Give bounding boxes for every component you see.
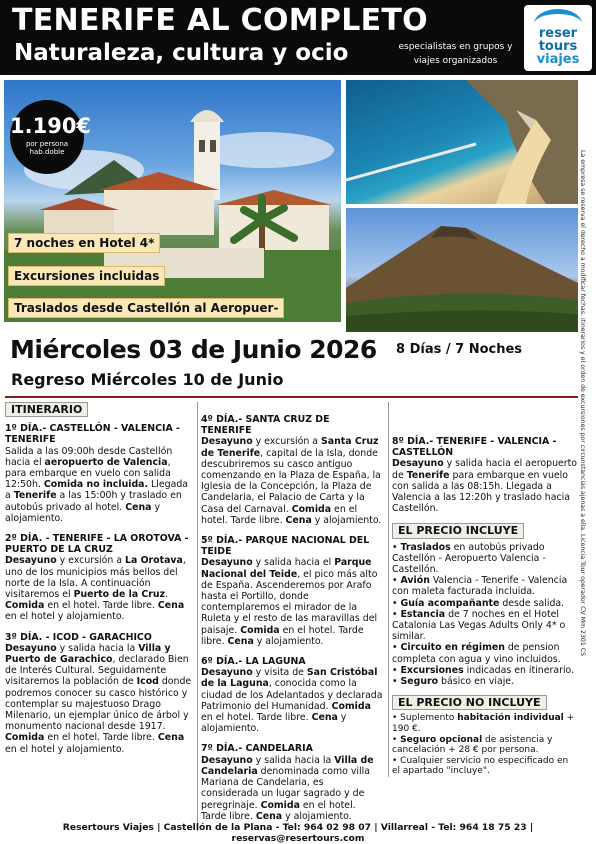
- day-3-text: en el hotel y alojamiento.: [5, 743, 125, 755]
- day-4-text: y excursión a: [252, 436, 321, 448]
- day-3-text: , declarado Bien de Interés Cultural. Seguidamente visitaremos la población de: [5, 654, 189, 688]
- include-text: de 7 noches en el Hotel Catalonia Las Vegas Adults Only 4* o similar.: [392, 608, 566, 643]
- include-text: en autobús privado Castellón - Aeropuerto Valencia - Castellón.: [392, 541, 546, 576]
- day-7-bold: Cena: [255, 810, 283, 822]
- section-divider: [5, 396, 578, 398]
- itinerary-column-2: [197, 402, 383, 831]
- day-4-bold: Desayuno: [201, 436, 253, 448]
- day-1-bold: Cena: [125, 501, 152, 513]
- include-bold: Excursiones: [400, 664, 464, 676]
- day-6: [201, 656, 383, 734]
- day-5: [201, 535, 383, 647]
- day-5-bold: Comida: [240, 624, 280, 636]
- day-4-text: , capital de la Isla, donde descubriremos su casco antiguo comenzando en la Plaza de España, la Iglesia de la Concepción, la Plaza de Candelaria, el Palacio de Carta y la Casa del Carnaval.: [201, 447, 381, 515]
- highlight-hotel: 7 noches en Hotel 4*: [8, 233, 160, 253]
- price-note: por persona hab.doble: [25, 140, 69, 156]
- day-2-bold: Desayuno: [5, 555, 57, 567]
- list-item: • Cualquier servicio no especificado en el apartado "incluye".: [392, 755, 569, 777]
- day-6-text: y alojamiento.: [201, 712, 347, 735]
- day-6-text: , conocida como la ciudad de los Adelantados y declarada Patrimonio del Humanidad.: [201, 678, 383, 712]
- day-4-text: y alojamiento.: [311, 514, 382, 526]
- day-5-bold: Cena: [227, 635, 254, 647]
- day-2-text: y excursión a: [56, 555, 125, 567]
- itinerary-column-3: [388, 402, 578, 777]
- day-3-text: y salida hacia la: [56, 642, 139, 654]
- day-3-bold: Icod: [136, 676, 159, 688]
- specialists-tagline: especialistas en grupos y viajes organizados: [398, 42, 513, 66]
- photo-las-teresitas-beach: [346, 80, 578, 204]
- trip-duration: 8 Días / 7 Noches: [396, 342, 523, 357]
- day-5-bold: Desayuno: [201, 557, 253, 569]
- day-2-bold: Puerto de la Cruz: [73, 589, 166, 601]
- footer-contact: Resertours Viajes | Castellón de la Plana - Tel: 964 02 98 07 | Villarreal - Tel: 964 18 75 23 | reservas@resertours.com: [62, 822, 534, 844]
- day-7-bold: Desayuno: [201, 754, 253, 766]
- day-2-text: , uno de los municipios más bellos del norte de la Isla. A continuación visitaremos el: [5, 555, 186, 601]
- itinerary-column-1: [5, 402, 192, 764]
- not-include-bold: habitación individual: [457, 713, 564, 724]
- day-1: [5, 423, 192, 524]
- day-3-bold: Comida: [5, 732, 45, 744]
- day-7-title: 7º DÍA.- CANDELARIA: [201, 743, 313, 755]
- day-7-bold: Comida: [260, 799, 300, 811]
- day-2-bold: La Orotava: [125, 555, 183, 567]
- day-8: [392, 436, 578, 514]
- not-include-text: Cualquier servicio no especificado en el apartado "incluye".: [392, 755, 569, 777]
- logo-word-1: reser: [538, 26, 578, 41]
- include-bold: Seguro: [400, 676, 439, 688]
- include-bold: Circuito en régimen: [400, 642, 505, 654]
- page-subtitle: Naturaleza, cultura y ocio: [14, 40, 349, 66]
- not-includes-heading: EL PRECIO NO INCLUYE: [392, 695, 547, 710]
- day-5-text: en el hotel. Tarde libre.: [201, 624, 364, 647]
- day-5-text: , el pico más alto de España. Ascenderemos por Arafo hasta el Portillo, donde contemplaremos el mirador de la Ruleta y el resto de las maravillas del paisaje.: [201, 568, 378, 636]
- not-includes-list: [392, 713, 578, 777]
- not-include-bold: Seguro opcional: [400, 734, 483, 745]
- day-5-text: y alojamiento.: [253, 635, 324, 647]
- photo-teide-volcano: [346, 208, 578, 332]
- list-item: • Circuito en régimen de pension completa con agua y vino incluidos.: [392, 642, 561, 665]
- not-include-text: Suplemento: [400, 713, 458, 724]
- includes-heading: EL PRECIO INCLUYE: [392, 523, 524, 538]
- day-2-title: 2º DÍA. - TENERIFE - LA OROTOVA - PUERTO DE LA CRUZ: [5, 533, 189, 556]
- day-4-bold: Cena: [285, 514, 312, 526]
- day-3: [5, 632, 192, 755]
- include-text: indicadas en itinerario.: [463, 664, 575, 676]
- day-6-bold: San Cristóbal de la Laguna: [201, 667, 378, 690]
- list-item: • Seguro opcional de asistencia y cancelación + 28 € por persona.: [392, 734, 553, 756]
- day-1-text: Salida a las 09:00h desde Castellón hacia el: [5, 445, 173, 468]
- list-item: • Traslados en autobús privado Castellón - Aeropuerto Valencia - Castellón.: [392, 541, 546, 576]
- day-1-title: 1º DÍA.- CASTELLÓN - VALENCIA - TENERIFE: [5, 423, 180, 446]
- include-bold: Avión: [400, 575, 430, 587]
- day-1-text: , para embarque en vuelo con salida 12:50h.: [5, 456, 171, 491]
- day-7-text: y salida hacia la: [252, 754, 335, 766]
- include-bold: Guía acompañante: [400, 597, 500, 609]
- highlight-transfers: Traslados desde Castellón al Aeropuer-: [8, 298, 284, 318]
- include-text: desde salida.: [499, 597, 565, 609]
- page-title: TENERIFE AL COMPLETO: [12, 3, 428, 38]
- day-4: [201, 414, 383, 526]
- not-include-text: + 190 €.: [392, 713, 575, 735]
- day-8-text: para embarque en vuelo con salida a las 08:15h. Llegada a Valencia a las 12:20h y traslado hacia Castellón.: [392, 469, 571, 515]
- not-include-text: de asistencia y cancelación + 28 € por persona.: [392, 734, 553, 756]
- highlight-excursions: Excursiones incluidas: [8, 266, 165, 286]
- return-date: Regreso Miércoles 10 de Junio: [11, 370, 284, 389]
- day-8-bold: Tenerife: [406, 469, 450, 481]
- day-3-bold: Villa y Puerto de Garachico: [5, 642, 171, 666]
- include-bold: Estancia: [400, 608, 446, 620]
- day-1-text: y alojamiento.: [5, 501, 161, 524]
- day-7-text: en el hotel. Tarde libre.: [201, 799, 356, 822]
- include-text: de pension completa con agua y vino incluidos.: [392, 642, 561, 665]
- day-3-text: en el hotel. Tarde libre.: [44, 732, 158, 744]
- day-2-bold: Comida: [5, 600, 45, 612]
- day-7-bold: Villa de Candelaria: [201, 754, 374, 777]
- list-item: • Avión Valencia - Tenerife - Valencia con maleta facturada incluida.: [392, 575, 568, 598]
- legal-side-text: La empresa se reserva el derecho a modificar fechas, itinerarios y el orden de excursiones por circunstancias ajenas a ella. Licencia Tour operador CV Mm 2301 CS: [579, 150, 586, 656]
- day-5-bold: Parque Nacional del Teide: [201, 557, 372, 580]
- day-4-bold: Comida: [291, 503, 332, 515]
- day-3-title: 3º DÍA. - ICOD - GARACHICO: [5, 631, 152, 643]
- legal-side-note: [579, 150, 593, 690]
- day-1-text: Llegada a: [5, 479, 189, 502]
- list-item: • Suplemento habitación individual + 190 €.: [392, 713, 575, 735]
- include-bold: Traslados: [400, 541, 451, 553]
- itinerary-heading: ITINERARIO: [5, 402, 88, 417]
- day-6-bold: Desayuno: [201, 667, 253, 679]
- day-6-text: y visita de: [252, 667, 307, 679]
- day-8-text: y salida hacia el aeropuerto de: [392, 458, 578, 481]
- list-item: • Estancia de 7 noches en el Hotel Catalonia Las Vegas Adults Only 4* o similar.: [392, 608, 566, 643]
- day-4-text: en el hotel. Tarde libre.: [201, 503, 358, 526]
- day-1-text: a las 15:00h y traslado en autobús privado al hotel.: [5, 490, 182, 513]
- day-2-text: en el hotel. Tarde libre.: [44, 600, 158, 612]
- day-6-bold: Comida: [331, 700, 371, 712]
- day-3-bold: Desayuno: [5, 642, 57, 654]
- resertours-logo: [524, 5, 592, 71]
- day-7-text: y alojamiento.: [282, 810, 352, 822]
- day-7-text: denominada como villa Mariana de Candelaria, es considerada un lugar sagrado y de peregrinaje.: [201, 765, 370, 811]
- logo-word-2: tours: [538, 39, 578, 54]
- price-badge: [10, 100, 92, 174]
- day-2: [5, 533, 192, 623]
- day-2-bold: Cena: [157, 600, 185, 612]
- day-6-bold: Cena: [311, 712, 338, 724]
- day-2-text: en el hotel y alojamiento.: [5, 611, 125, 623]
- day-4-title: 4º DÍA.- SANTA CRUZ DE TENERIFE: [201, 414, 330, 437]
- departure-date: Miércoles 03 de Junio 2026: [10, 335, 377, 364]
- header-bar: [0, 0, 596, 75]
- list-item: • Seguro básico en viaje.: [392, 676, 515, 688]
- list-item: • Excursiones indicadas en itinerario.: [392, 664, 575, 676]
- day-7: [201, 743, 383, 821]
- day-2-text: .: [165, 589, 169, 601]
- price-amount: 1.190€: [10, 114, 92, 138]
- day-5-title: 5º DÍA.- PARQUE NACIONAL DEL TEIDE: [201, 535, 370, 558]
- day-8-title: 8º DÍA.- TENERIFE - VALENCIA - CASTELLÓN: [392, 436, 557, 459]
- day-1-bold: Tenerife: [13, 490, 57, 502]
- day-5-text: y salida hacia el: [252, 557, 335, 569]
- day-4-bold: Santa Cruz de Tenerife: [201, 436, 379, 459]
- list-item: • Guía acompañante desde salida.: [392, 597, 565, 609]
- day-3-bold: Cena: [157, 732, 185, 744]
- day-1-bold: Comida no incluida.: [43, 479, 149, 491]
- day-6-title: 6º DÍA.- LA LAGUNA: [201, 656, 306, 668]
- day-3-text: donde podremos conocer su casco histórico y contemplar su majestuoso Drago Milenario, un ejemplar único de árbol y monumento nacional desde 1917.: [5, 676, 192, 733]
- includes-list: [392, 542, 578, 688]
- day-1-bold: aeropuerto de Valencia: [44, 456, 168, 468]
- include-text: básico en viaje.: [438, 676, 515, 688]
- include-text: Valencia - Tenerife - Valencia con maleta facturada incluida.: [392, 575, 568, 598]
- day-8-bold: Desayuno: [392, 458, 444, 470]
- logo-word-3: viajes: [536, 52, 580, 67]
- day-6-text: en el hotel. Tarde libre.: [201, 712, 312, 724]
